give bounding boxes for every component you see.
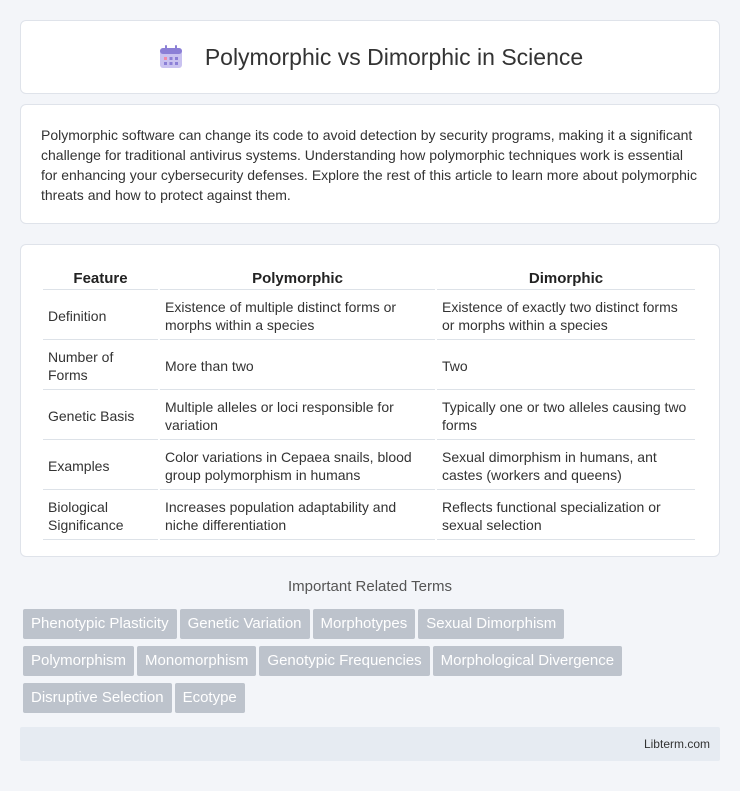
related-term-tag[interactable]: Genetic Variation [180, 609, 310, 639]
related-term-tag[interactable]: Phenotypic Plasticity [23, 609, 177, 639]
footer [20, 727, 720, 761]
related-term-tag[interactable]: Monomorphism [137, 646, 256, 676]
comparison-table [41, 265, 697, 542]
table-row [43, 342, 695, 390]
footer-brand-link[interactable]: Libterm.com [643, 737, 710, 751]
page-title: Polymorphic vs Dimorphic in Science [204, 43, 584, 70]
table-row [43, 292, 695, 340]
related-term-tag[interactable]: Disruptive Selection [23, 683, 172, 713]
table-cell: Genetic Basis [43, 392, 158, 440]
calendar-grid-icon [157, 43, 185, 71]
header-polymorphic: Polymorphic [160, 267, 435, 290]
table-cell: Number of Forms [43, 342, 158, 390]
related-term-tag[interactable]: Polymorphism [23, 646, 134, 676]
intro-text: Polymorphic software can change its code to avoid detection by security programs, making it a significant challenge for traditional antivirus systems. Understanding how polymorphic techniques work is essential for enhancing your cybersecurity defenses. Explore the rest of this article to learn more about polymorphic threats and how to protect against them. [41, 127, 697, 203]
header-dimorphic: Dimorphic [437, 267, 695, 290]
table-header-row [43, 267, 695, 290]
table-cell: Examples [43, 442, 158, 490]
related-term-tag[interactable]: Ecotype [175, 683, 245, 713]
related-terms-heading: Important Related Terms [288, 578, 452, 595]
table-cell: Existence of exactly two distinct forms or morphs within a species [437, 292, 695, 340]
table-cell: Two [437, 342, 695, 390]
table-row [43, 392, 695, 440]
related-term-tag[interactable]: Genotypic Frequencies [259, 646, 429, 676]
table-cell: Reflects functional specialization or sexual selection [437, 492, 695, 540]
table-cell: Typically one or two alleles causing two forms [437, 392, 695, 440]
header-feature: Feature [43, 267, 158, 290]
table-cell: Color variations in Cepaea snails, blood group polymorphism in humans [160, 442, 435, 490]
table-cell: Increases population adaptability and niche differentiation [160, 492, 435, 540]
table-cell: Existence of multiple distinct forms or morphs within a species [160, 292, 435, 340]
table-row [43, 442, 695, 490]
comparison-card [20, 244, 720, 557]
related-term-tag[interactable]: Morphological Divergence [433, 646, 622, 676]
table-cell: More than two [160, 342, 435, 390]
related-term-tag[interactable]: Morphotypes [313, 609, 416, 639]
related-terms-list [23, 609, 723, 720]
intro-card [20, 104, 720, 224]
table-cell: Multiple alleles or loci responsible for variation [160, 392, 435, 440]
title-card [20, 20, 720, 94]
related-term-tag[interactable]: Sexual Dimorphism [418, 609, 564, 639]
table-cell: Biological Significance [43, 492, 158, 540]
table-cell: Sexual dimorphism in humans, ant castes (workers and queens) [437, 442, 695, 490]
table-row [43, 492, 695, 540]
table-cell: Definition [43, 292, 158, 340]
